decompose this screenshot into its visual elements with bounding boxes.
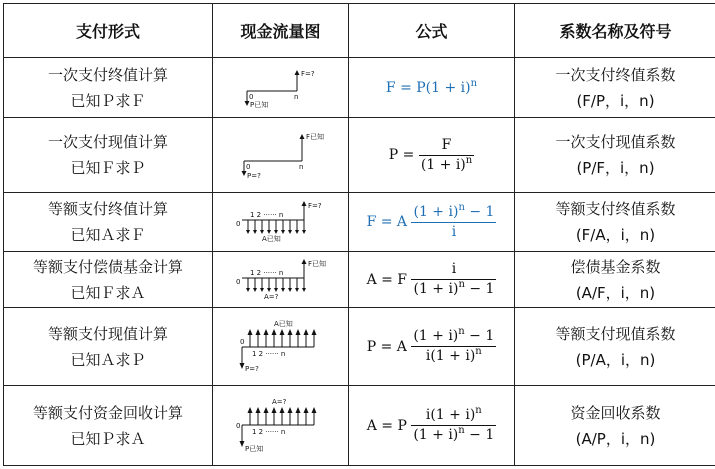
diagram-top-label: F=?: [307, 202, 322, 210]
formula-cell: [349, 118, 515, 193]
cashflow-diagram-cell: [213, 58, 349, 118]
payment-form-cell: [4, 193, 213, 252]
factor-symbol: (A/P，i，n): [575, 429, 656, 448]
diagram-top-label: F已知: [307, 259, 326, 268]
formula-cell: [349, 252, 515, 308]
factor-cell: [515, 193, 715, 252]
payment-form-given: 已知Ａ求Ｆ: [70, 226, 146, 244]
payment-form-name: 一次支付终值计算: [47, 65, 168, 84]
factor-name: 等额支付终值系数: [555, 200, 676, 218]
formula-numerator: i: [411, 261, 496, 280]
factor-symbol: (A/F，i，n): [575, 283, 656, 302]
formula-fraction: [411, 261, 496, 298]
table-row: [4, 193, 715, 252]
diagram-bottom-label: P=?: [244, 364, 259, 373]
table-row: [4, 118, 715, 193]
cashflow-diagram: [238, 129, 324, 181]
formula: [366, 201, 497, 240]
factor-name: 等额支付现值系数: [555, 324, 676, 343]
diagram-zero: 0: [248, 92, 253, 101]
formula-table: [3, 3, 715, 466]
payment-form-name: 一次支付现值计算: [47, 133, 168, 151]
formula-fraction: [411, 407, 496, 444]
cashflow-diagram: [241, 67, 321, 109]
payment-form-cell: [4, 58, 213, 118]
payment-form-given: 已知Ｐ求Ｆ: [70, 91, 146, 110]
factor-cell: [515, 252, 715, 308]
cashflow-diagram-cell: [213, 193, 349, 252]
formula-lhs: A = F: [366, 271, 408, 288]
diagram-ticks: 1 2 ······ n: [249, 211, 283, 219]
payment-form-name: 等额支付偿债基金计算: [32, 257, 183, 276]
payment-form-given: 已知Ｆ求Ａ: [70, 283, 146, 302]
cashflow-diagram-cell: [213, 386, 349, 466]
diagram-top-label: F=?: [300, 69, 315, 78]
formula-lhs: P =: [388, 147, 415, 163]
formula-lhs: P = A: [366, 338, 407, 355]
diagram-top-label: A已知: [273, 319, 293, 328]
factor-symbol: (P/F，i，n): [576, 159, 655, 177]
formula-fraction: [411, 328, 496, 365]
table-row: [4, 252, 715, 308]
formula-denominator: i: [451, 223, 457, 240]
formula: [366, 405, 497, 443]
formula-cell: [349, 58, 515, 118]
header-cashflow-diagram: 现金流量图: [213, 4, 349, 58]
formula-cell: [349, 386, 515, 466]
formula-cell: [349, 308, 515, 386]
factor-cell: [515, 118, 715, 193]
diagram-n: n: [298, 163, 303, 171]
diagram-bottom-label: A=?: [263, 292, 278, 301]
header-row: [4, 4, 715, 58]
diagram-top-label: A=?: [271, 397, 286, 406]
factor-name: 一次支付现值系数: [555, 133, 676, 151]
formula-lhs: F = P(1 + i): [385, 80, 471, 96]
formula-denominator: $i(1 + i)^n$: [425, 346, 482, 364]
formula: [388, 136, 474, 173]
diagram-bottom-label: P已知: [249, 100, 268, 109]
diagram-zero: 0: [235, 220, 240, 228]
table-row: [4, 386, 715, 466]
formula-denominator: $(1 + i)^n - 1$: [413, 425, 495, 443]
formula-numerator: $i(1 + i)^n$: [411, 407, 496, 426]
factor-symbol: (P/A，i，n): [575, 350, 656, 369]
payment-form-cell: [4, 308, 213, 386]
diagram-n: n: [293, 92, 298, 101]
cashflow-diagram: [236, 258, 326, 302]
payment-form-given: 已知Ｐ求Ａ: [70, 429, 146, 448]
formula: [366, 261, 497, 297]
cashflow-diagram-cell: [213, 118, 349, 193]
payment-form-given: 已知Ａ求Ｐ: [70, 350, 146, 369]
payment-form-cell: [4, 252, 213, 308]
formula-fraction: [411, 201, 496, 241]
header-formula: 公式: [349, 4, 515, 58]
payment-form-name: 等额支付现值计算: [47, 324, 168, 343]
factor-cell: [515, 308, 715, 386]
formula-numerator: $(1 + i)^n - 1$: [411, 204, 496, 223]
diagram-ticks: 1 2 ······ n: [249, 268, 283, 277]
formula-lhs: A = P: [366, 417, 407, 434]
cashflow-diagram: [236, 317, 326, 377]
factor-name: 一次支付终值系数: [555, 65, 676, 84]
formula: [386, 80, 477, 96]
diagram-bottom-label: P已知: [244, 444, 263, 453]
diagram-zero: 0: [239, 337, 244, 346]
diagram-zero: 0: [235, 421, 240, 430]
cashflow-diagram: [236, 200, 326, 244]
diagram-bottom-label: P=?: [246, 172, 261, 180]
diagram-ticks: 1 2 ······ n: [251, 349, 285, 358]
formula-fraction: [419, 137, 474, 174]
payment-form-name: 等额支付终值计算: [47, 200, 168, 218]
payment-form-cell: [4, 118, 213, 193]
header-factor: 系数名称及符号: [515, 4, 715, 58]
factor-symbol: (F/A，i，n): [575, 226, 656, 244]
formula-numerator: F: [419, 137, 474, 156]
formula-denominator: $(1 + i)^n - 1$: [413, 279, 495, 297]
factor-name: 偿债基金系数: [570, 257, 661, 276]
formula-lhs: F = A: [366, 214, 408, 230]
factor-cell: [515, 58, 715, 118]
payment-form-cell: [4, 386, 213, 466]
table-row: [4, 308, 715, 386]
table-row: [4, 58, 715, 118]
diagram-zero: 0: [235, 277, 240, 286]
factor-cell: [515, 386, 715, 466]
formula-exponent: n: [470, 78, 478, 89]
formula-denominator: $(1 + i)^n$: [420, 154, 473, 173]
formula-numerator: $(1 + i)^n - 1$: [411, 328, 496, 347]
cashflow-diagram-cell: [213, 308, 349, 386]
header-payment-form: 支付形式: [4, 4, 213, 58]
cashflow-diagram-cell: [213, 252, 349, 308]
diagram-bottom-label: A已知: [261, 235, 281, 243]
cashflow-diagram: [236, 395, 326, 457]
payment-form-given: 已知Ｆ求Ｐ: [70, 159, 146, 177]
diagram-top-label: F已知: [305, 133, 324, 141]
diagram-ticks: 1 2 ······ n: [251, 427, 285, 436]
factor-symbol: (F/P，i，n): [576, 91, 655, 110]
diagram-zero: 0: [245, 163, 250, 171]
formula: [366, 326, 497, 364]
factor-name: 资金回收系数: [570, 403, 661, 422]
payment-form-name: 等额支付资金回收计算: [32, 403, 183, 422]
formula-cell: [349, 193, 515, 252]
